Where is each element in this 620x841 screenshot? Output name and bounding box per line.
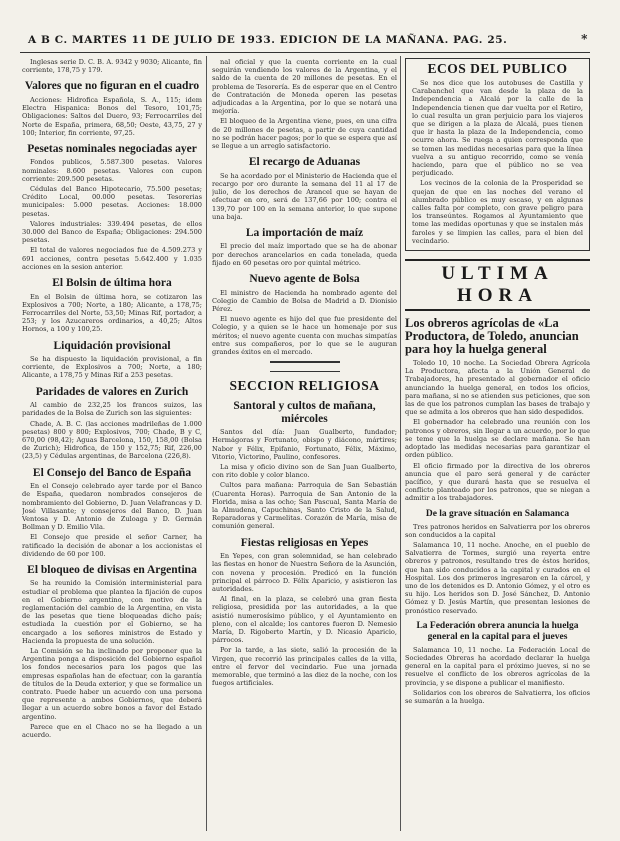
article-paragraph: Cédulas del Banco Hipotecario, 75.500 pesetas; Crédito Local, 00.000 pesetas. Tesorerias municipales: 5.000 pesetas. Acciones: 18.000 pesetas. (22, 185, 202, 218)
article-paragraph: En Yepes, con gran solemnidad, se han celebrado las fiestas en honor de Nuestra Señora de la Asunción, con novena y procesión. Predicó en la función principal el párroco D. Félix Aparicio, y asistieron las autoridades. (212, 552, 397, 593)
article-paragraph: Salamanca 10, 11 noche. La Federación Local de Sociedades Obreras ha acordado declarar la huelga general en la capital para el próximo jueves, si no se resuelve el conflicto de los obreros agrícolas de la provincia, y se dispone a publicar el manifiesto. (405, 645, 590, 687)
lead-headline: Los obreros agrícolas de «La Productora, de Toledo, anuncian para hoy la huelga general (405, 316, 579, 357)
article-paragraph: El nuevo agente es hijo del que fue presidente del Colegio, y a quien se le hace un homenaje por sus méritos; el nuevo agente cuenta con muchas simpatías entre sus compañeros, por lo que se le auguran grandes éxitos en el mercado. (212, 315, 397, 356)
ornament-divider (270, 361, 340, 372)
article-paragraph: Al cambio de 232,25 los francos suizos, las paridades de la Bolsa de Zurich son las siguientes: (22, 401, 202, 418)
article-paragraph: En el Bolsin de última hora, se cotizaron las Explosivos a 700; Norte, a 180; Alicante, a 178,75; Ferrocarriles del Norte, 53,50; Minas Rif, portador, a 253; y los Azucareros ordinarios, a 40,25; Altos Hornos, a 100 y 100,25. (22, 292, 202, 334)
article-paragraph: El total de valores negociados fue de 4.509.273 y 691 acciones, contra pesetas 5.642.400 y 1.035 acciones en la sesion anterior. (22, 246, 202, 271)
column-divider-1 (206, 56, 207, 831)
article-headline: Valores que no figuran en el cuadro (24, 80, 200, 93)
ecos-box (405, 58, 590, 251)
article-headline: Pesetas nominales negociadas ayer (27, 142, 197, 155)
article-headline: El recargo de Aduanas (248, 156, 361, 169)
article-headline: Fiestas religiosas en Yepes (240, 536, 369, 549)
column-2 (212, 58, 397, 834)
header-asterisk: * (581, 32, 588, 46)
header-title: A B C. MARTES 11 DE JULIO DE 1933. EDICION DE LA MAÑANA. PAG. 25. (28, 34, 508, 46)
article-paragraph: Valores industriales: 339.494 pesetas, de ellos 30.000 del Banco de España; Obligaciones: 294.500 pesetas. (22, 219, 202, 245)
article-paragraph: El bloqueo de la Argentina viene, pues, en una cifra de 20 millones de pesetas, a partir de cuya cantidad no se podrán hacer pagos; por lo que se espera que así se llegue a un arreglo satisfactorio. (212, 117, 397, 151)
article-paragraph: Acciones: Hidrofica Española, S. A., 115; idem Electra Hispanica: Bonos del Tesoro, 101,75; Obligaciones: Saltos del Duero, 93; Ferrocarriles del Norte de España, primera, 68,50; Oeste, 43,75, 27 y 100; Interior, fin corriente, 97,25. (22, 95, 202, 137)
article-paragraph: El ministro de Hacienda ha nombrado agente del Colegio de Cambio de Bolsa de Madrid a D. Dionisio Pérez. (212, 288, 397, 313)
column-divider-2 (400, 56, 401, 831)
article-headline: Santoral y cultos de mañana, miércoles (233, 400, 376, 425)
ultima-hora-banner: ULTIMA HORA (405, 259, 590, 311)
article-paragraph: Se nos dice que los autobuses de Castilla y Carabanchel que van desde la plaza de la Independencia a Alcalá por la calle de la Independencia tienen que dar vuelta por el Retiro, lo cual resulta un gran perjuicio para los viajeros que se dirigen a la plaza de Alcalá, pues tienen que ir hasta la plaza de la Independencia, como ocurre ahora. Se ruega a quien corresponda que se tomen las medidas necesarias para que la línea vuelva a su antiguo recorrido, como se venía haciendo, para que el público no se vea perjudicado. (412, 79, 583, 178)
article-headline: La importación de maíz (245, 226, 364, 239)
article-paragraph: Se ha dispuesto la liquidación provisional, a fin corriente, de Explosivos a 700; Norte, a 180; Alicante, a 178,75 y Minas Rif a 253 pesetas. (22, 355, 202, 380)
article-paragraph: nal oficial y que la cuenta corriente en la cual seguirán vendiendo los valores de la Argentina, y el saldo de la cuenta de 20 millones de pesetas. En el problema de Tesorería. Es de esperar que en el Centro de Contratación de Moneda operen las pesetas adjudicadas a la Argentina, por lo que se notará una mejoría. (212, 58, 397, 116)
article-paragraph: La Comisión se ha inclinado por proponer que la Argentina ponga a disposición del Gobierno español los fondos necesarios para los pagos que las empresas españolas han de efectuar, con la garantía de títulos de la Deuda exterior, y que se formalice un contrato. Puede haber un acuerdo con una persona que represente a ambos Gobiernos, que deberá llegar a un acuerdo sobre bonos a favor del Estado argentino. (22, 647, 202, 721)
article-paragraph: El oficio firmado por la directiva de los obreros anuncia que el paro será general y de carácter pacífico, y que durará hasta que se resuelva el conflicto planteado por los patronos, que se niegan a admitir a los trabajadores. (405, 461, 590, 503)
article-paragraph: Inglesas serie D. C. B. A. 9342 y 9030; Alicante, fin corriente, 178,75 y 179. (22, 58, 202, 75)
article-headline: Nuevo agente de Bolsa (249, 273, 360, 286)
article-paragraph: La misa y oficio divino son de San Juan Gualberto, con rito doble y color blanco. (212, 463, 397, 480)
article-paragraph: Santos del día: Juan Gualberto, fundador; Hermágoras y Fortunato, obispo y diácono, mártires; Nabor y Félix, Epifanio, Fortunato, Félix, Máximo, Vitorio, Victorino, Paulino, confesores. (212, 428, 397, 461)
page-header (28, 34, 588, 50)
article-paragraph: Se ha reunido la Comisión interministerial para estudiar el problema que plantea la fijación de cupos en el Gobierno argentino, con motivo de la reglamentación del cambio de la Argentina, en vista de las pesetas que tiene bloqueadas dicho país; estudiada la cuestión por el Gobierno, se ha encargado a los señores ministros de Estado y Hacienda la propuesta de una solución. (22, 579, 202, 645)
article-paragraph: Cultos para mañana: Parroquia de San Sebastián (Cuarenta Horas). Parroquia de San Antonio de la Florida, misa a las ocho; San Pascual, Santa María de la Almudena, Capuchinas, Santo Cristo de la Salud, Reparadoras y Carmelitas. Corazón de María, misa de comunión general. (212, 481, 397, 531)
article-paragraph: Fondos publicos, 5.587.300 pesetas. Valores nominales: 8.600 pesetas. Valores con cupon corriente: 209.500 pesetas. (22, 158, 202, 183)
article-paragraph: Solidarios con los obreros de Salvatierra, los oficios se sumarán a la huelga. (405, 688, 590, 705)
article-paragraph: El gobernador ha celebrado una reunión con los patronos y obreros, sin llegar a un acuerdo, por lo que se teme que la huelga se declare mañana. Se han adoptado las medidas necesarias para garantizar el orden público. (405, 418, 590, 460)
article-paragraph: Por la tarde, a las siete, salió la procesión de la Virgen, que recorrió las principales calles de la villa, entre el fervor del vecindario. Fue una jornada memorable, que terminó a las diez de la noche, con los fuegos artificiales. (212, 646, 397, 688)
article-headline: Liquidación provisional (53, 339, 171, 352)
article-paragraph: Los vecinos de la colonia de la Prosperidad se quejan de que en las noches del verano el alumbrado público es muy escaso, y en algunas calles falta por completo, con grave peligro para los transeúntes. Rogamos al Ayuntamiento que tome las medidas oportunas y que se instalen más faroles y se limpien las calles, para el bien del vecindario. (412, 179, 583, 245)
article-paragraph: El Consejo que preside el señor Carner, ha ratificado la decisión de abonar a los accionistas el dividendo de 60 por 100. (22, 533, 202, 558)
article-headline: El bloqueo de divisas en Argentina (27, 563, 197, 576)
article-headline: El Bolsin de última hora (52, 277, 172, 290)
header-rule (20, 52, 590, 53)
article-paragraph: Se ha acordado por el Ministerio de Hacienda que el recargo por oro durante la semana del 11 al 17 de julio, de los derechos de Arancel que se hayan de efectuar en oro, será de 137,66 por 100; contra el 139,70 por 100 en la semana anterior, lo que supone una baja. (212, 171, 397, 221)
article-headline: Paridades de valores en Zurich (35, 385, 189, 398)
article-paragraph: Salamanca 10, 11 noche. Anoche, en el pueblo de Salvatierra de Tormes, surgió una reyerta entre obreros y patronos, resultando tres de éstos heridos, que han sido conducidos a la capital y curados en el Hospital. Los dos primeros ingresaron en la cárcel, y uno de los detenidos es D. Antonio Gómez, y el otro es su hijo. Los heridos son D. José Sánchez, D. Antonio Gómez y D. Jesús Martín, que presentan lesiones de pronóstico reservado. (405, 540, 590, 615)
article-paragraph: Toledo 10, 10 noche. La Sociedad Obrera Agrícola La Productora, afecta a la Unión General de Trabajadores, ha presentado al gobernador el oficio anunciando la huelga general, en todos los oficios, para mañana, si no se atienden sus peticiones, que son las de que los patronos cumplan las bases de trabajo y que se admita a los obreros que han sido despedidos. (405, 359, 590, 417)
ecos-title: ECOS DEL PUBLICO (427, 61, 568, 76)
article-paragraph: El precio del maíz importado que se ha de abonar por derechos arancelarios en cada tonelada, queda fijado en 60 pesetas oro por quintal métrico. (212, 242, 397, 267)
article-paragraph: Al final, en la plaza, se celebró una gran fiesta religiosa, presidida por las autoridades, a la que asistió numerosísimo público, y el Ayuntamiento en pleno, con el alcalde; los cantores fueron D. Nemesio María, D. Rigoberto Martín, y D. Nicasio Aparicio, párrocos. (212, 595, 397, 645)
article-headline: El Consejo del Banco de España (32, 466, 192, 479)
article-subheadline: De la grave situación en Salamanca (425, 508, 570, 519)
article-paragraph: Parece que en el Chaco no se ha llegado a un acuerdo. (22, 722, 202, 740)
article-paragraph: En el Consejo celebrado ayer tarde por el Banco de España, quedaron nombrados consejeros de nombramiento del Gobierno, D. Juan Velafrancas y D. José Villasante; y consejeros del Banco, D. Juan Ventosa y D. Antonio de Zuloaga y D. Germán Bollman y D. Emilio Vila. (22, 482, 202, 532)
article-paragraph: Tres patronos heridos en Salvatierra por los obreros son conducidos a la capital (405, 522, 590, 539)
column-3 (405, 58, 590, 834)
article-paragraph: Chade, A. B. C. (las acciones madrileñas de 1.000 pesetas) 800 y 800; Explosivos, 700; Chade, B y C, 670,00 (98,42); Aguas Barcelona, 150, 158,00 (Bolsa de Zurich); Hidrofica, de 150 y 152,75; Rif, 226,00 (23,5) y Cédulas argentinas, de Barcelona (226,8). (22, 419, 202, 461)
column-1 (22, 58, 202, 834)
article-subheadline: La Federación obrera anuncia la huelga general en la capital para el jueves (416, 620, 579, 642)
section-title: SECCION RELIGIOSA (229, 378, 380, 394)
